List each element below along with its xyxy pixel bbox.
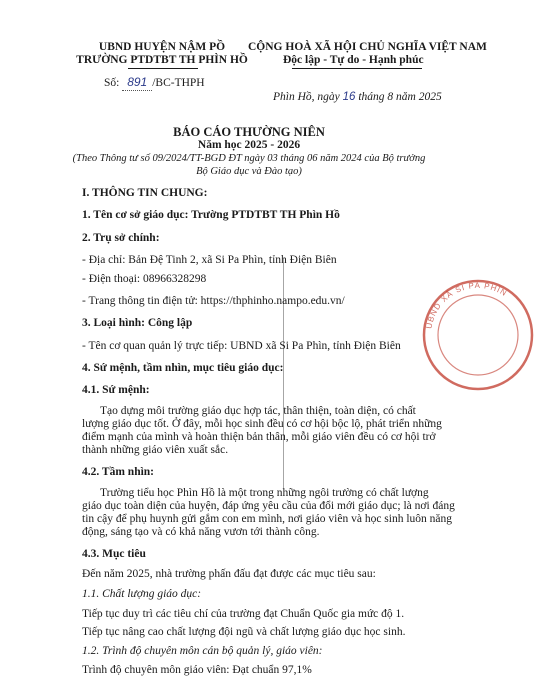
country-name: CỘNG HOÀ XÃ HỘI CHỦ NGHĨA VIỆT NAM bbox=[248, 41, 487, 53]
website-line: - Trang thông tin điện tử: https://thphinho.nampo.edu.vn/ bbox=[82, 295, 345, 307]
official-stamp bbox=[418, 275, 538, 395]
section-1-4: 4. Sứ mệnh, tầm nhìn, mục tiêu giáo dục: bbox=[82, 362, 284, 374]
national-motto: Độc lập - Tự do - Hạnh phúc bbox=[283, 54, 424, 66]
legal-basis-line2: Bộ Giáo dục và Đào tạo) bbox=[196, 166, 302, 177]
address-line: - Địa chỉ: Bản Đệ Tinh 2, xã Si Pa Phìn, tỉnh Điện Biên bbox=[82, 254, 337, 266]
section-4-1: 4.1. Sứ mệnh: bbox=[82, 384, 150, 396]
date-day: 16 bbox=[342, 91, 356, 103]
section-1-1: 1. Tên cơ sở giáo dục: Trường PTDTBT TH Phìn Hồ bbox=[82, 209, 340, 221]
mission-line-4: thành những giáo viên xuất sắc. bbox=[82, 444, 229, 456]
stamp-text: UBND XÃ SI PA PHÌN bbox=[424, 280, 509, 330]
school-year: Năm học 2025 - 2026 bbox=[197, 139, 301, 151]
goal-1-line-1: Tiếp tục duy trì các tiêu chí của trường đạt Chuẩn Quốc gia mức độ 1. bbox=[82, 608, 405, 620]
goal-2-line-1: Trình độ chuyên môn giáo viên: Đạt chuẩn 97,1% bbox=[82, 664, 312, 676]
header-left-rule bbox=[128, 68, 198, 69]
fold-line bbox=[283, 258, 284, 488]
vision-line-3: tin cậy để phụ huynh gửi gắm con em mình, nơi giáo viên và học sinh luôn năng bbox=[82, 513, 453, 525]
mission-line-3: điểm mạnh của mình và hoàn thiện bản thân, mỗi giáo viên đều có cơ hội trở bbox=[82, 431, 436, 443]
goal-2-heading: 1.2. Trình độ chuyên môn cán bộ quản lý, giáo viên: bbox=[82, 645, 323, 657]
goal-1-line-2: Tiếp tục nâng cao chất lượng đội ngũ và chất lượng giáo dục học sinh. bbox=[82, 626, 406, 638]
section-4-3: 4.3. Mục tiêu bbox=[82, 548, 146, 560]
goal-intro: Đến năm 2025, nhà trường phấn đấu đạt được các mục tiêu sau: bbox=[82, 568, 376, 580]
section-1-2: 2. Trụ sở chính: bbox=[82, 232, 160, 244]
number-handwritten: 891 bbox=[122, 76, 152, 91]
phone-line: - Điện thoại: 08966328298 bbox=[82, 273, 207, 285]
section-1-3: 3. Loại hình: Công lập bbox=[82, 317, 193, 329]
school-name: TRƯỜNG PTDTBT TH PHÌN HỒ bbox=[76, 54, 248, 66]
header-right-rule bbox=[292, 68, 422, 69]
issue-date bbox=[273, 91, 442, 104]
section-4-2: 4.2. Tầm nhìn: bbox=[82, 466, 155, 478]
vision-line-2: giáo dục toàn diện của huyện, đáp ứng yêu cầu của đổi mới giáo dục; là nơi đáng bbox=[82, 500, 455, 512]
mission-line-1: Tạo dựng môi trường giáo dục hợp tác, thân thiện, toàn diện, có chất bbox=[100, 405, 416, 417]
date-prefix: Phìn Hồ, ngày bbox=[273, 91, 340, 103]
goal-1-heading: 1.1. Chất lượng giáo dục: bbox=[82, 588, 202, 600]
section-1-heading: I. THÔNG TIN CHUNG: bbox=[82, 187, 208, 199]
date-suffix: tháng 8 năm 2025 bbox=[358, 91, 442, 103]
vision-line-4: động, sáng tạo và có khả năng vươn tới thành công. bbox=[82, 526, 320, 538]
authority-name: UBND HUYỆN NẬM PỒ bbox=[98, 41, 226, 53]
mission-line-2: lượng giáo dục tốt. Ở đây, mỗi học sinh đều có cơ hội bộc lộ, phát triển những bbox=[82, 418, 442, 430]
agency-line: - Tên cơ quan quản lý trực tiếp: UBND xã Si Pa Phìn, tỉnh Điện Biên bbox=[82, 340, 401, 352]
number-suffix: /BC-THPH bbox=[152, 77, 205, 89]
svg-text:UBND XÃ SI PA PHÌN bbox=[424, 281, 508, 330]
report-title: BÁO CÁO THƯỜNG NIÊN bbox=[173, 125, 325, 139]
vision-line-1: Trường tiểu học Phìn Hồ là một trong những ngôi trường có chất lượng bbox=[100, 487, 429, 499]
legal-basis-line1: (Theo Thông tư số 09/2024/TT-BGD ĐT ngày 03 tháng 06 năm 2024 của Bộ trưởng bbox=[72, 153, 426, 164]
document-number bbox=[104, 76, 205, 91]
number-prefix: Số: bbox=[104, 77, 120, 89]
